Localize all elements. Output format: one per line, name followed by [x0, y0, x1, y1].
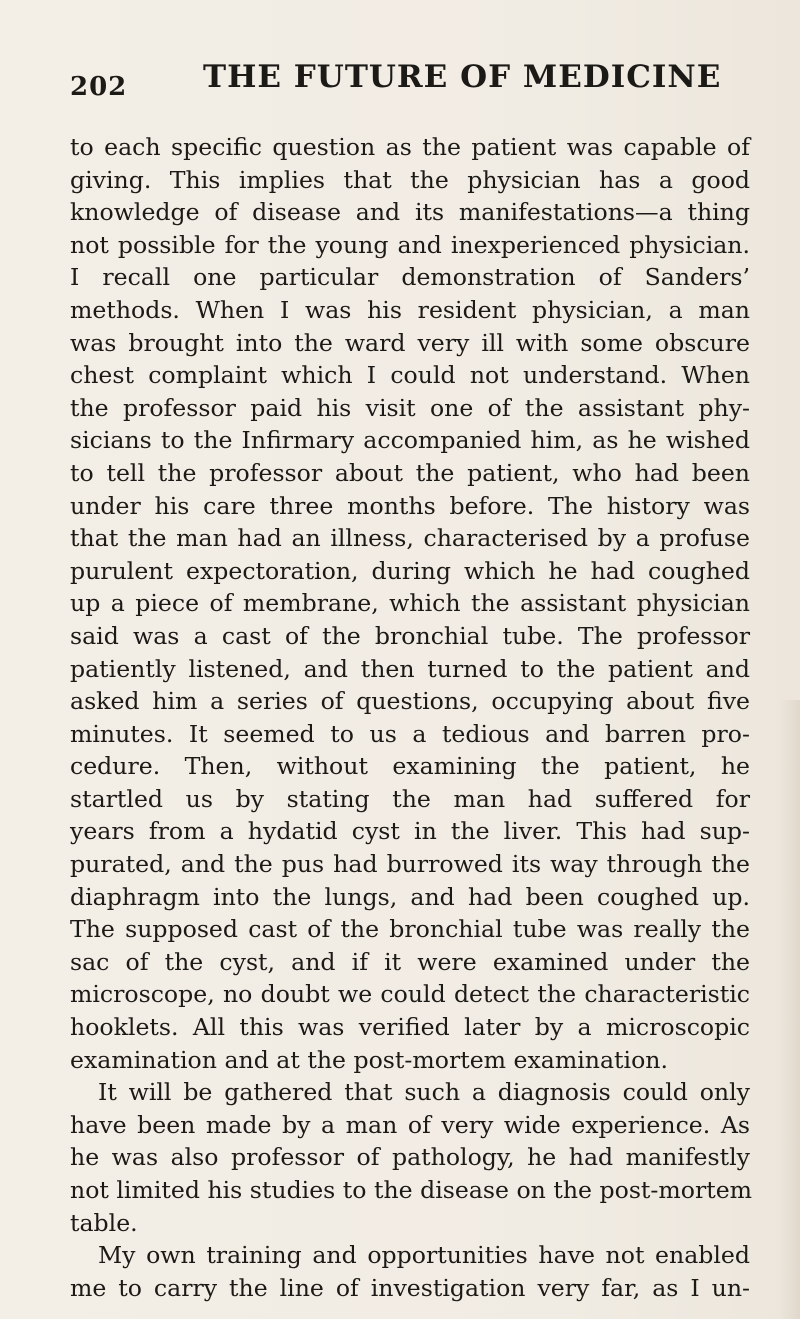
- text-line: chest complaint which I could not understand. When: [70, 361, 750, 390]
- text-line: purated, and the pus had burrowed its way through the: [70, 850, 750, 879]
- text-line: The supposed cast of the bronchial tube was really the: [70, 915, 750, 944]
- text-line: giving. This implies that the physician has a good: [70, 165, 750, 194]
- text-line: to each specific question as the patient was capable of: [70, 133, 750, 161]
- text-line: asked him a series of questions, occupying about five: [70, 687, 750, 716]
- text-line: sicians to the Infirmary accompanied him, as he wished: [70, 426, 750, 455]
- text-line: hooklets. All this was verified later by a microscopic: [70, 1013, 750, 1042]
- text-line: he was also professor of pathology, he had manifestly: [70, 1143, 750, 1172]
- text-line: purulent expectoration, during which he had coughed: [70, 556, 750, 585]
- text-line: patiently listened, and then turned to the patient and: [70, 654, 750, 683]
- text-line: years from a hydatid cyst in the liver. This had sup-: [70, 817, 750, 846]
- text-line: My own training and opportunities have not enabled: [98, 1241, 750, 1270]
- text-line: cedure. Then, without examining the patient, he: [70, 752, 750, 781]
- text-line: under his care three months before. The history was: [70, 491, 750, 520]
- running-title: THE FUTURE OF MEDICINE: [203, 59, 722, 95]
- text-line: have been made by a man of very wide experience. As: [70, 1110, 750, 1139]
- text-line: to tell the professor about the patient, who had been: [70, 458, 750, 487]
- text-line: sac of the cyst, and if it were examined under the: [70, 947, 750, 976]
- text-line: startled us by stating the man had suffered for: [70, 784, 750, 813]
- text-line: table.: [70, 1208, 138, 1237]
- text-line: diaphragm into the lungs, and had been coughed up.: [70, 882, 750, 911]
- text-line: microscope, no doubt we could detect the characteristic: [70, 980, 750, 1009]
- text-line: me to carry the line of investigation very far, as I un-: [70, 1273, 750, 1302]
- text-line: was brought into the ward very ill with some obscure: [70, 328, 750, 357]
- text-line: the professor paid his visit one of the assistant phy-: [70, 393, 750, 422]
- page-edge-shadow: [778, 700, 800, 1319]
- page-number: 202: [70, 72, 128, 102]
- text-line: not possible for the young and inexperienced physician.: [70, 230, 750, 259]
- text-line: knowledge of disease and its manifestations—a thing: [70, 198, 750, 227]
- text-line: I recall one particular demonstration of Sanders’: [70, 263, 750, 292]
- text-line: minutes. It seemed to us a tedious and barren pro-: [70, 719, 750, 748]
- text-line: examination and at the post-mortem examination.: [70, 1045, 668, 1074]
- text-line: not limited his studies to the disease on the post-mortem: [70, 1176, 753, 1204]
- text-line: methods. When I was his resident physician, a man: [70, 295, 750, 324]
- page-header: [70, 59, 750, 102]
- text-line: said was a cast of the bronchial tube. The professor: [70, 621, 750, 650]
- body-text: [70, 131, 753, 1304]
- text-line: up a piece of membrane, which the assistant physician: [70, 589, 750, 618]
- text-line: that the man had an illness, characterised by a profuse: [70, 524, 750, 553]
- text-line: It will be gathered that such a diagnosis could only: [98, 1078, 750, 1107]
